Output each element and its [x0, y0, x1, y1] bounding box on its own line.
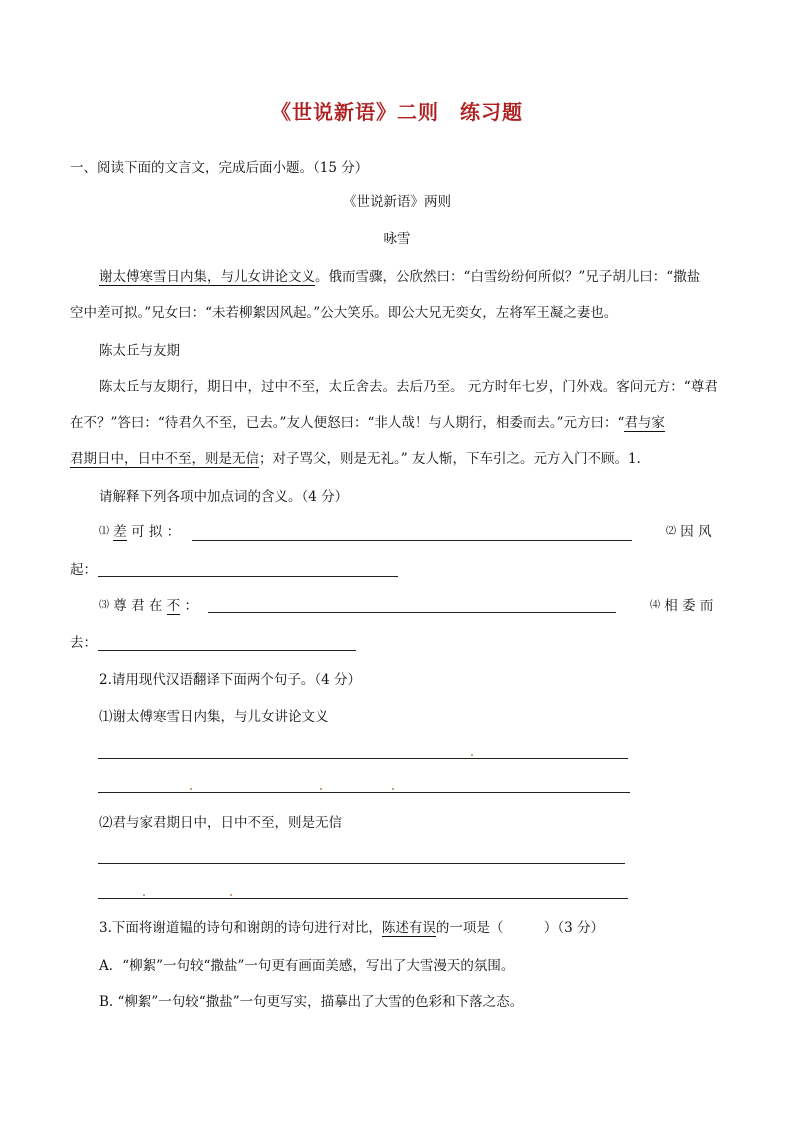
q2-sentence2: ⑵君与家君期日中，日中不至，则是无信: [99, 815, 342, 831]
story2-line3: 君期日中，日中不至，则是无信；对子骂父，则是无礼。” 友人惭，下车引之。元方入门不顾。1.: [70, 451, 641, 467]
story1-line2: 空中差可拟。”兄女曰：“未若柳絮因风起。”公大笑乐。即公大兄无奕女，左将军王凝之妻也。: [70, 305, 618, 321]
q1-item1-dotted-word: 差: [113, 524, 127, 540]
q2-prompt: 2.请用现代汉语翻译下面两个句子。（4 分）: [99, 672, 362, 688]
story2-title: 陈太丘与友期: [99, 343, 180, 359]
story2-underlined-a: 君与家: [624, 415, 665, 431]
page-title: 《世说新语》二则 练习题: [271, 100, 523, 124]
q1-item1-answer-line[interactable]: [192, 540, 632, 541]
q2-s2-answer-line-2[interactable]: [98, 898, 628, 899]
section-heading: 一、阅读下面的文言文，完成后面小题。（15 分）: [70, 160, 369, 176]
q1-item4-cont: 去：: [70, 635, 97, 651]
q1-item2-cont: 起：: [70, 562, 97, 578]
q3-prompt: 3.下面将谢道韫的诗句和谢朗的诗句进行对比，陈述有误的一项是（ ）（3 分）: [99, 920, 605, 936]
q1-item3-answer-line[interactable]: [208, 612, 616, 613]
scan-speck: [320, 788, 322, 790]
story2-underlined-b: 君期日中，日中不至，则是无信: [70, 451, 259, 467]
q1-item2-dotted-word: 因: [680, 524, 694, 540]
story2-line2: 在不？”答曰：“待君久不至，已去。”友人便怒曰：“非人哉！与人期行，相委而去。”元方曰：“君与家: [70, 415, 665, 431]
scan-speck: [143, 894, 145, 896]
q1-item4-answer-line[interactable]: [98, 650, 356, 651]
q1-item3: ⑶ 尊 君 在 不 ：: [99, 598, 198, 614]
q3-option-b[interactable]: B. “柳絮”一句较“撒盐”一句更写实，描摹出了大雪的色彩和下落之态。: [99, 994, 524, 1010]
q3-option-a[interactable]: A．“柳絮”一句较“撒盐”一句更有画面美感，写出了大雪漫天的氛围。: [99, 958, 515, 974]
story2-line1: 陈太丘与友期行，期日中，过中不至，太丘舍去。去后乃至。 元方时年七岁，门外戏。客问元方：“尊君: [99, 379, 718, 395]
q2-s1-answer-line-1[interactable]: [98, 758, 628, 759]
q2-s1-answer-line-2[interactable]: [98, 792, 630, 793]
story1-underlined-sentence: 谢太傅寒雪日内集，与儿女讲论文义: [99, 269, 315, 285]
q2-sentence1: ⑴谢太傅寒雪日内集，与儿女讲论文义: [99, 709, 329, 725]
story1-line1: 谢太傅寒雪日内集，与儿女讲论文义。俄而雪骤，公欣然曰：“白雪纷纷何所似？”兄子胡儿曰：“撒盐: [99, 269, 701, 285]
scan-speck: [190, 788, 192, 790]
q1-item3-dotted-word: 不: [166, 598, 181, 614]
source-title: 《世说新语》两则: [343, 194, 451, 210]
q1-item2: ⑵ 因 风: [666, 524, 712, 540]
story1-title: 咏雪: [383, 231, 411, 247]
q1-prompt: 请解释下列各项中加点词的含义。（4 分）: [99, 489, 349, 505]
q1-item1: ⑴ 差 可 拟 ：: [99, 524, 181, 540]
q2-s2-answer-line-1[interactable]: [98, 863, 625, 864]
q3-underlined-phrase: 陈述有误: [381, 920, 436, 936]
q1-item2-answer-line[interactable]: [98, 576, 398, 577]
scan-speck: [392, 788, 394, 790]
scan-speck: [230, 894, 232, 896]
q1-item4: ⑷ 相 委 而: [650, 598, 714, 614]
scan-speck: [471, 754, 473, 756]
q1-item4-dotted-word: 委: [682, 598, 696, 614]
